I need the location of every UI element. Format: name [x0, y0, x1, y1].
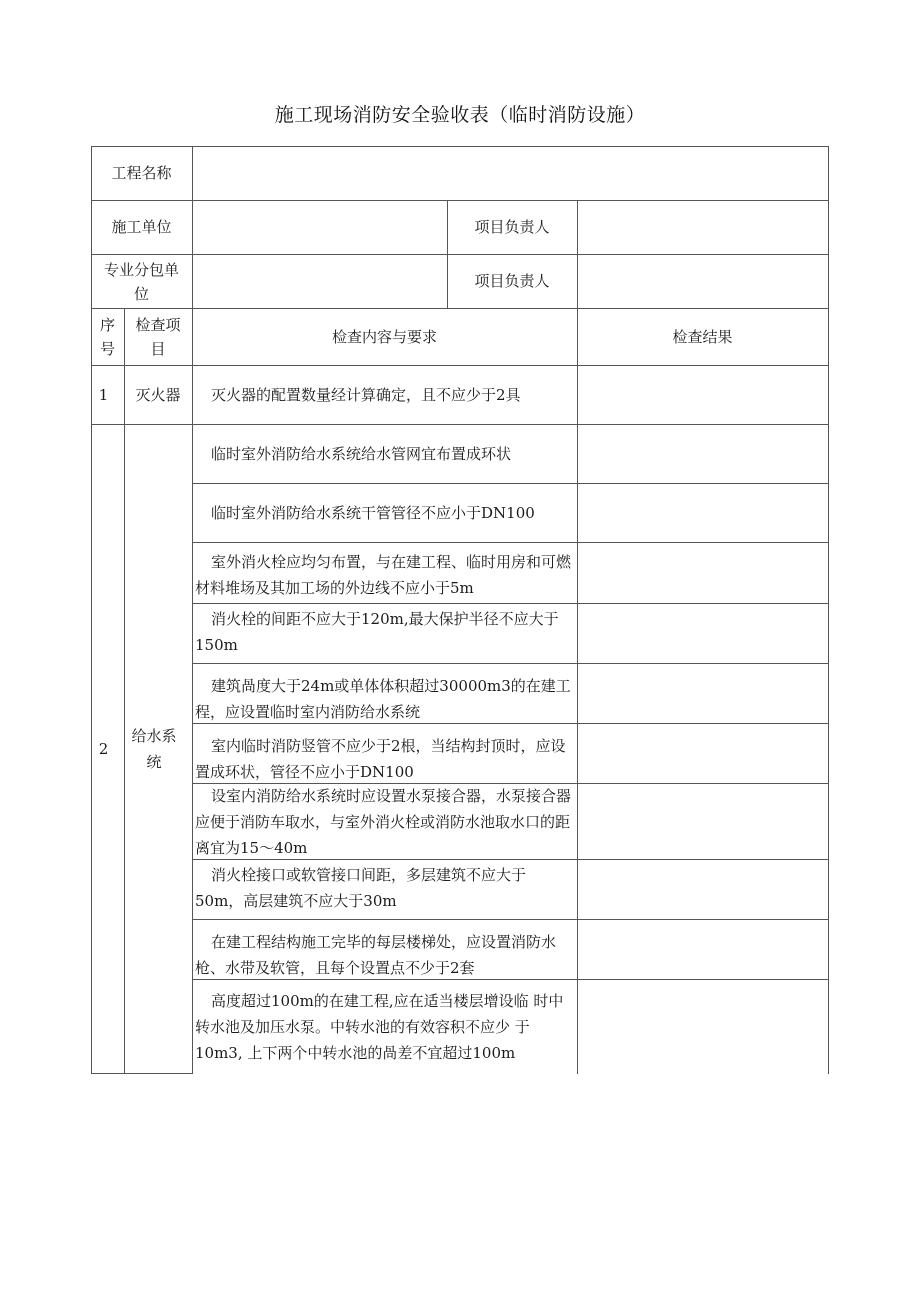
group-item	[124, 425, 184, 1073]
result-cell[interactable]	[578, 664, 828, 723]
project-leader-value[interactable]	[578, 255, 828, 308]
table-border-right	[828, 146, 829, 1074]
requirement-text: 建筑咼度大于24m或单体体积超过30000m3的在建工程，应设置临时室内消防给水系统	[195, 677, 571, 721]
construction-unit-value[interactable]	[193, 201, 447, 254]
group-item-line2: 统	[146, 753, 162, 771]
table-border-bottom	[91, 1073, 193, 1074]
requirement-text: 消火栓的间距不应大于120m,最大保护半径不应大于 150m	[195, 610, 559, 654]
col-header-seq-line1: 序	[99, 316, 115, 334]
result-cell[interactable]	[578, 860, 828, 919]
subcontract-unit-label-line2: 位	[133, 285, 149, 303]
requirement-text: 室外消火栓应均匀布置，与在建工程、临时用房和可燃材料堆场及其加工场的外边线不应小于5m	[195, 553, 572, 597]
group-item-line1: 给水系	[131, 727, 177, 745]
project-leader-label: 项目负责人	[474, 218, 550, 236]
col-header-seq	[91, 309, 124, 365]
requirement-text: 设室内消防给水系统时应设置水泵接合器，水泵接合器应便于消防车取水，与室外消火栓或消防水池取水口的距离宜为15〜40m	[195, 786, 572, 857]
subcontract-unit-label-line1: 专业分包单	[103, 261, 179, 279]
result-cell[interactable]	[578, 484, 828, 542]
requirement-text: 在建工程结构施工完毕的每层楼梯处，应设置消防水枪、水带及软管，且每个设置点不少于2套	[195, 933, 557, 977]
result-cell[interactable]	[578, 784, 828, 859]
result-cell[interactable]	[578, 543, 828, 603]
result-cell[interactable]	[578, 980, 828, 1073]
result-cell[interactable]	[578, 366, 828, 424]
col-header-seq-line2: 号	[99, 340, 115, 358]
group-item: 灭火器	[135, 386, 181, 404]
project-leader-label: 项目负责人	[474, 272, 550, 290]
group-seq: 1	[98, 386, 109, 404]
construction-unit-label: 施工单位	[111, 218, 172, 236]
col-header-item-line2: 目	[150, 340, 166, 358]
subcontract-unit-label	[91, 256, 192, 308]
page-title: 施工现场消防安全验收表（临时消防设施）	[274, 104, 646, 126]
requirement-text: 室内临时消防竖管不应少于2根，当结构封顶时，应设置成环状，管径不应小于DN100	[195, 737, 566, 781]
result-cell[interactable]	[578, 724, 828, 783]
requirement-text: 高度超过100m的在建工程,应在适当楼层增设临 时中转水池及加压水泵。中转水池的有效容积不应少 于10m3, 上下两个中转水池的咼差不宜超过100m	[195, 992, 564, 1062]
project-name-label: 工程名称	[111, 164, 172, 182]
subcontract-unit-value[interactable]	[193, 255, 447, 308]
col-header-result: 检查结果	[672, 328, 733, 346]
requirement-text: 临时室外消防给水系统给水管网宜布置成环状	[211, 445, 512, 463]
project-name-value[interactable]	[193, 147, 828, 200]
group-seq: 2	[98, 740, 109, 758]
col-header-item	[124, 309, 192, 365]
requirement-text: 消火栓接口或软管接口间距，多层建筑不应大于50m，高层建筑不应大于30m	[195, 866, 527, 910]
col-header-content: 检查内容与要求	[331, 328, 437, 346]
requirement-text: 灭火器的配置数量经计算确定，且不应少于2具	[211, 386, 521, 404]
project-leader-value[interactable]	[578, 201, 828, 254]
col-header-item-line1: 检查项	[135, 316, 181, 334]
result-cell[interactable]	[578, 425, 828, 483]
result-cell[interactable]	[578, 920, 828, 979]
requirement-text: 临时室外消防给水系统干管管径不应小于DN100	[211, 504, 535, 522]
result-cell[interactable]	[578, 604, 828, 663]
